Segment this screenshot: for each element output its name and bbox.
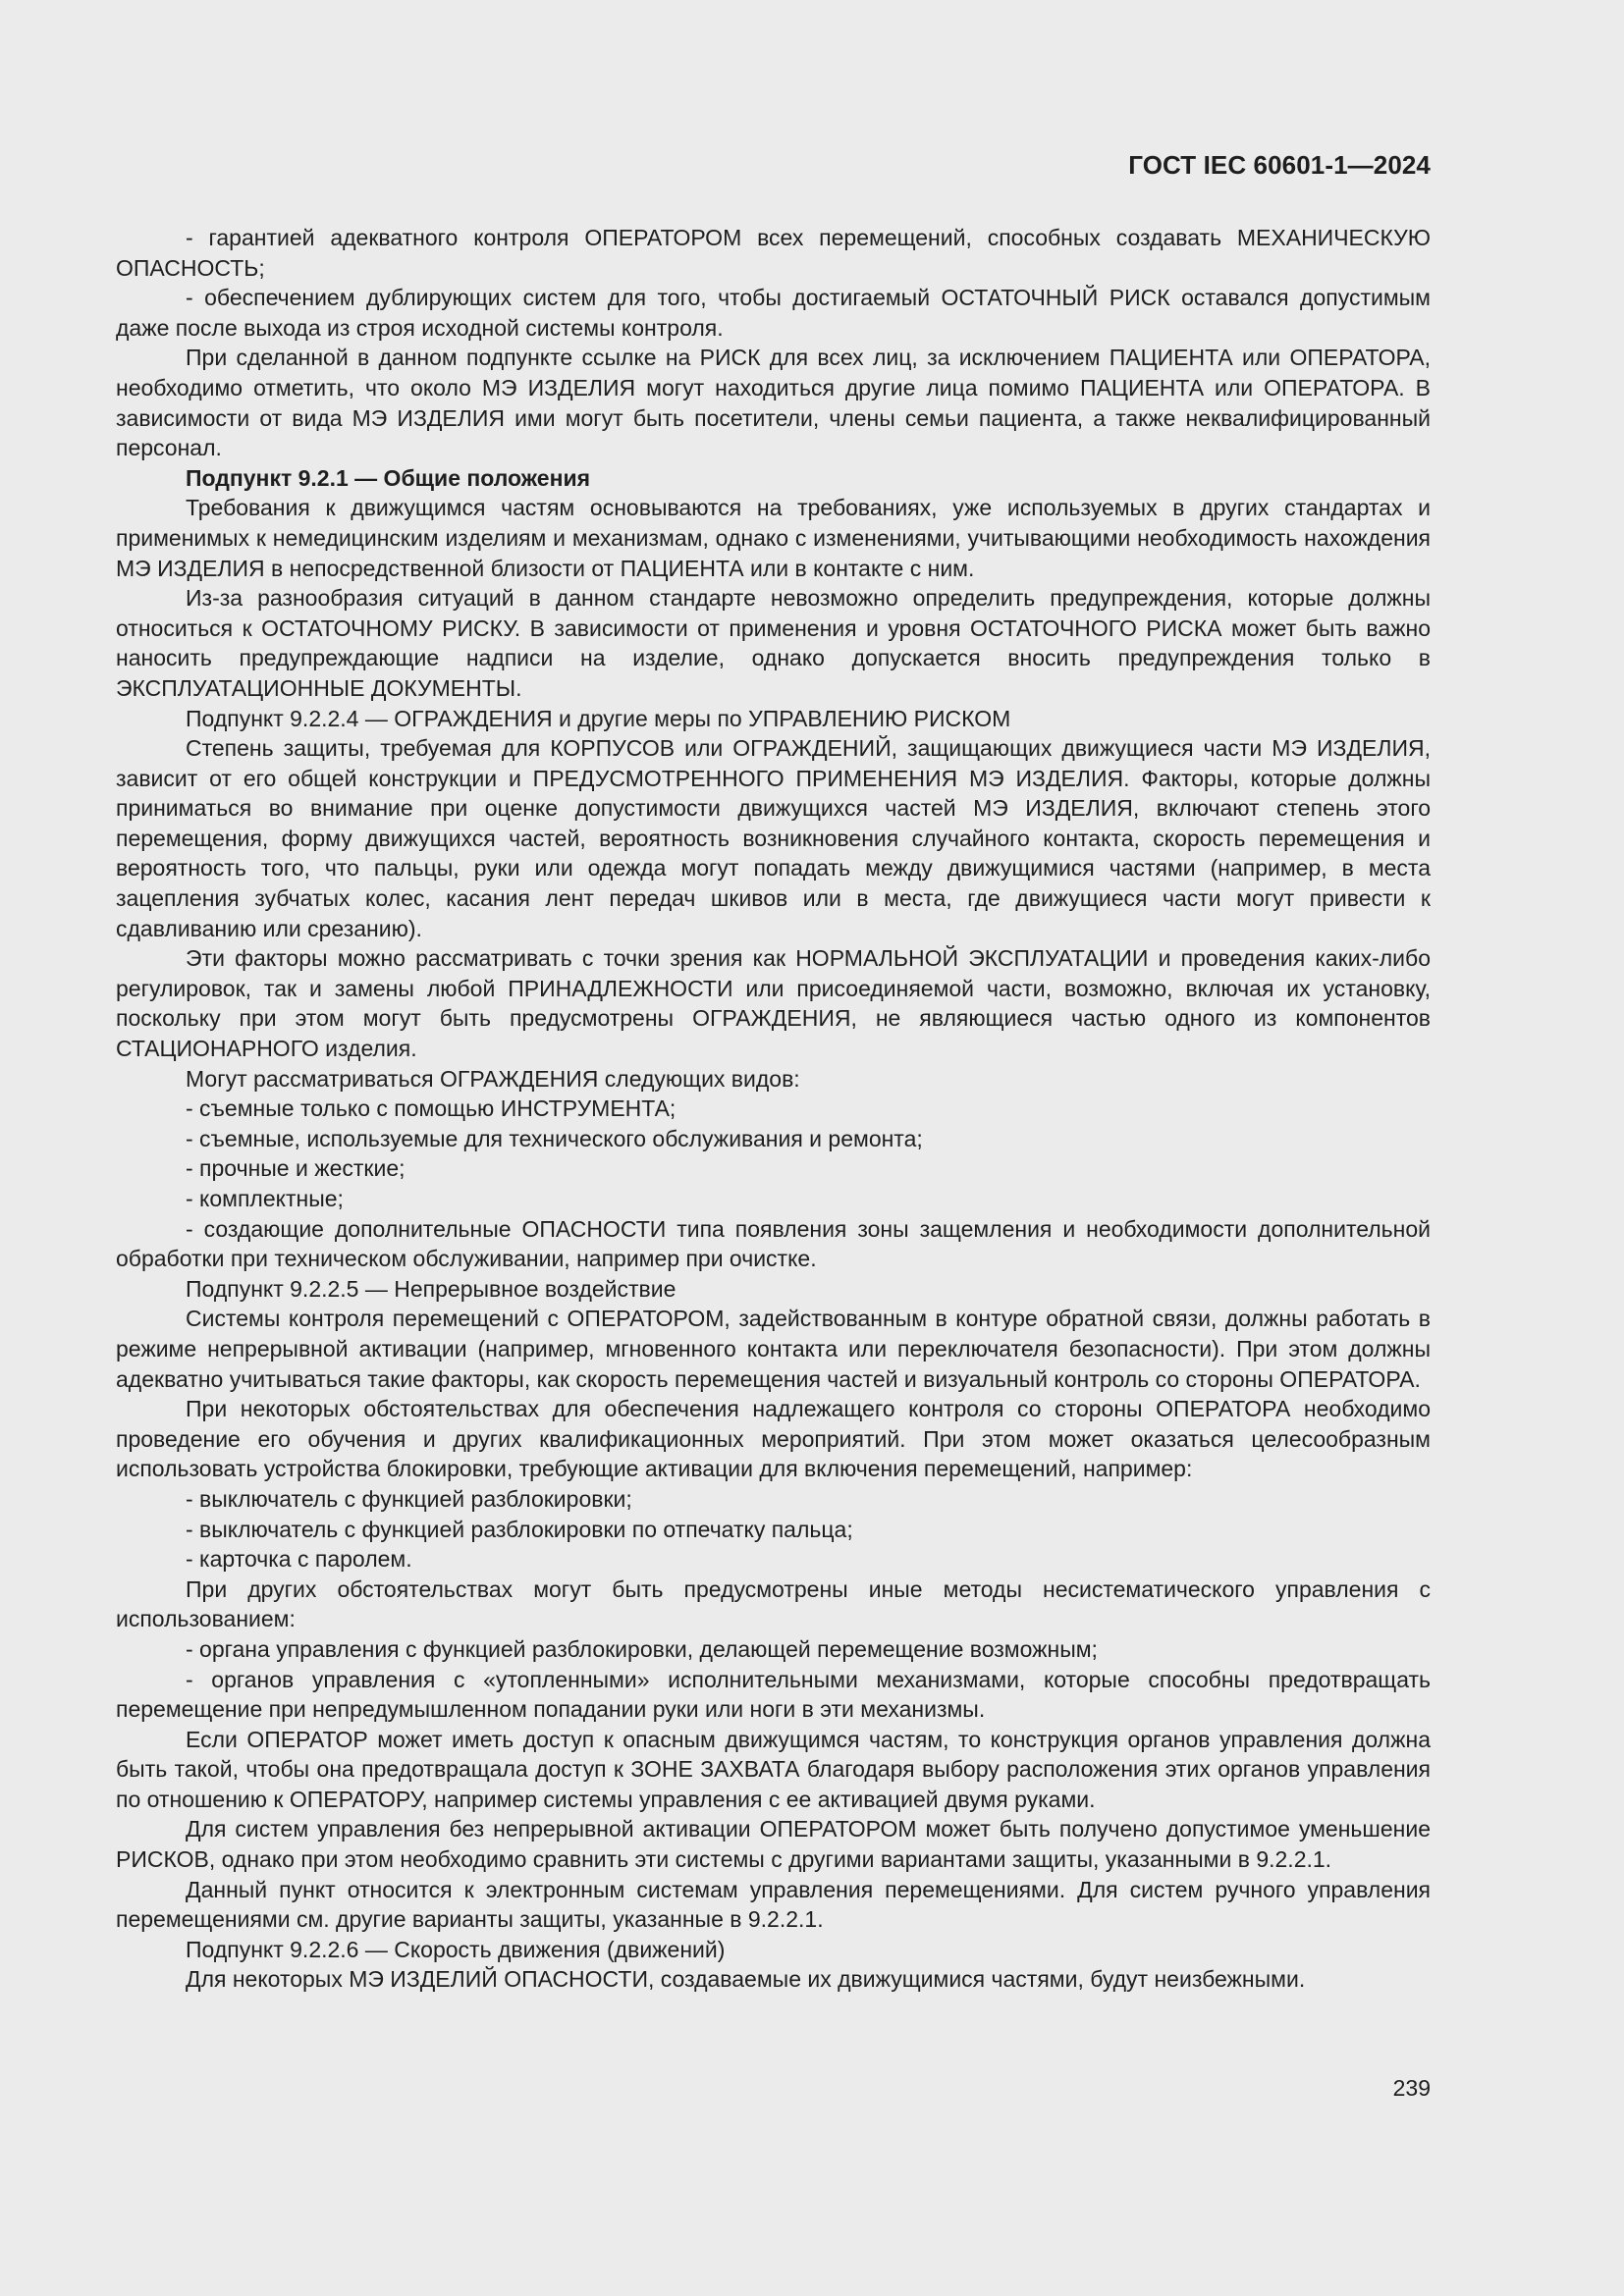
paragraph: Для некоторых МЭ ИЗДЕЛИЙ ОПАСНОСТИ, создаваемые их движущимися частями, будут неизбежными. [186,1966,1306,1993]
list-item: - карточка с паролем. [186,1546,412,1573]
paragraph: Могут рассматриваться ОГРАЖДЕНИЯ следующих видов: [186,1065,800,1092]
paragraph: При некоторых обстоятельствах для обеспечения надлежащего контроля со стороны ОПЕРАТОРА необходимо проведение его обучения и других квалификационных мероприятий. При этом может оказаться целесообразным использовать устройства блокировки, требующие активации для включения перемещений, например: [116,1396,1431,1482]
list-item: - органов управления с «утопленными» исполнительными механизмами, которые способны предотвращать перемещение при непредумышленном попадании руки или ноги в эти механизмы. [116,1666,1431,1723]
document-body [116,223,1431,1995]
paragraph: Для систем управления без непрерывной активации ОПЕРАТОРОМ может быть получено допустимое уменьшение РИСКОВ, однако при этом необходимо сравнить эти системы с другими вариантами защиты, указанными в 9.2.2.1. [116,1816,1431,1873]
list-item: - комплектные; [186,1186,344,1211]
paragraph: - обеспечением дублирующих систем для того, чтобы достигаемый ОСТАТОЧНЫЙ РИСК оставался допустимым даже после выхода из строя исходной системы контроля. [116,285,1431,341]
list-item: - органа управления с функцией разблокировки, делающей перемещение возможным; [186,1635,1098,1662]
paragraph: Системы контроля перемещений с ОПЕРАТОРОМ, задействованным в контуре обратной связи, должны работать в режиме непрерывной активации (например, мгновенного контакта или переключателя безопасности). При этом должны адекватно учитываться такие факторы, как скорость перемещения частей и визуальный контроль со стороны ОПЕРАТОРА. [116,1306,1431,1392]
list-item: - съемные, используемые для технического обслуживания и ремонта; [186,1125,923,1151]
list-item: - выключатель с функцией разблокировки по отпечатку пальца; [186,1516,853,1542]
paragraph: Эти факторы можно рассматривать с точки зрения как НОРМАЛЬНОЙ ЭКСПЛУАТАЦИИ и проведения каких-либо регулировок, так и замены любой ПРИНАДЛЕЖНОСТИ или присоединяемой части, возможно, включая их установку, поскольку при этом могут быть предусмотрены ОГРАЖДЕНИЯ, не являющиеся частью одного из компонентов СТАЦИОНАРНОГО изделия. [116,945,1431,1062]
page-number: 239 [1392,2075,1431,2101]
list-item: - съемные только с помощью ИНСТРУМЕНТА; [186,1095,677,1122]
paragraph: Степень защиты, требуемая для КОРПУСОВ или ОГРАЖДЕНИЙ, защищающих движущиеся части МЭ ИЗДЕЛИЯ, зависит от его общей конструкции и ПРЕДУСМОТРЕННОГО ПРИМЕНЕНИЯ МЭ ИЗДЕЛИЯ. Факторы, которые должны приниматься во внимание при оценке допустимости движущихся частей МЭ ИЗДЕЛИЯ, включают степень этого перемещения, форму движущихся частей, вероятность возникновения случайного контакта, скорость перемещения и вероятность того, что пальцы, руки или одежда могут попадать между движущимися частями (например, в места зацепления зубчатых колес, касания лент передач шкивов или в места, где движущиеся части могут привести к сдавливанию или срезанию). [116,735,1431,941]
subsection-heading: Подпункт 9.2.2.4 — ОГРАЖДЕНИЯ и другие меры по УПРАВЛЕНИЮ РИСКОМ [186,705,1011,731]
paragraph: - гарантией адекватного контроля ОПЕРАТОРОМ всех перемещений, способных создавать МЕХАНИЧЕСКУЮ ОПАСНОСТЬ; [116,225,1431,281]
paragraph: Данный пункт относится к электронным системам управления перемещениями. Для систем ручного управления перемещениями см. другие варианты защиты, указанные в 9.2.2.1. [116,1876,1431,1933]
paragraph: При других обстоятельствах могут быть предусмотрены иные методы несистематического управления с использованием: [116,1575,1431,1632]
section-heading: Подпункт 9.2.1 — Общие положения [186,464,591,491]
subsection-heading: Подпункт 9.2.2.5 — Непрерывное воздействие [186,1275,677,1302]
list-item: - создающие дополнительные ОПАСНОСТИ типа появления зоны защемления и необходимости дополнительной обработки при техническом обслуживании, например при очистке. [116,1215,1431,1272]
document-header: ГОСТ IEC 60601-1—2024 [1128,150,1431,180]
paragraph: Из-за разнообразия ситуаций в данном стандарте невозможно определить предупреждения, которые должны относиться к ОСТАТОЧНОМУ РИСКУ. В зависимости от применения и уровня ОСТАТОЧНОГО РИСКА может быть важно наносить предупреждающие надписи на изделие, однако допускается вносить предупреждения только в ЭКСПЛУАТАЦИОННЫЕ ДОКУМЕНТЫ. [116,585,1431,701]
paragraph: Требования к движущимся частям основываются на требованиях, уже используемых в других стандартах и применимых к немедицинским изделиям и механизмам, однако с изменениями, учитывающими необходимость нахождения МЭ ИЗДЕЛИЯ в непосредственной близости от ПАЦИЕНТА или в контакте с ним. [116,495,1431,581]
subsection-heading: Подпункт 9.2.2.6 — Скорость движения (движений) [186,1936,726,1962]
paragraph: Если ОПЕРАТОР может иметь доступ к опасным движущимся частям, то конструкция органов управления должна быть такой, чтобы она предотвращала доступ к ЗОНЕ ЗАХВАТА благодаря выбору расположения этих органов управления по отношению к ОПЕРАТОРУ, например системы управления с ее активацией двумя руками. [116,1726,1431,1812]
list-item: - выключатель с функцией разблокировки; [186,1485,632,1512]
list-item: - прочные и жесткие; [186,1155,406,1182]
paragraph: При сделанной в данном подпункте ссылке на РИСК для всех лиц, за исключением ПАЦИЕНТА или ОПЕРАТОРА, необходимо отметить, что около МЭ ИЗДЕЛИЯ могут находиться другие лица помимо ПАЦИЕНТА или ОПЕРАТОРА. В зависимости от вида МЭ ИЗДЕЛИЯ ими могут быть посетители, члены семьи пациента, а также неквалифицированный персонал. [116,345,1431,461]
